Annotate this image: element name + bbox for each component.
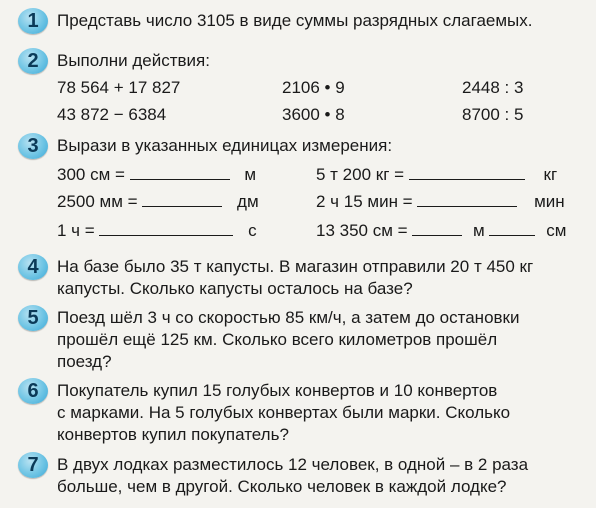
task-line: На базе было 35 т капусты. В магазин отправили 20 т 450 кг	[57, 257, 534, 276]
expression: 2106 • 9	[282, 78, 345, 97]
conversion-unit: м	[244, 165, 257, 184]
conversion-expression: 2 ч 15 мин =	[316, 192, 413, 211]
task-line: В двух лодках разместилось 12 человек, в одной – в 2 раза	[57, 455, 529, 474]
answer-blank[interactable]	[142, 192, 222, 207]
task-number-badge: 2	[18, 48, 48, 74]
task-line: Покупатель купил 15 голубых конвертов и 10 конвертов	[57, 381, 498, 400]
conversion-expression: 300 см =	[57, 165, 125, 184]
conversion-unit: мин	[534, 192, 565, 211]
expression: 43 872 − 6384	[57, 105, 167, 124]
task-line: капусты. Сколько капусты осталось на базе?	[57, 279, 413, 298]
task-line: прошёл ещё 125 км. Сколько всего километров прошёл	[57, 330, 498, 349]
task-text	[57, 256, 577, 300]
conversion-expression: 5 т 200 кг =	[316, 165, 405, 184]
expression: 2448 : 3	[462, 78, 524, 97]
conversion-unit: см	[546, 221, 567, 240]
task-number-badge: 1	[18, 8, 48, 34]
task-number-badge: 6	[18, 378, 48, 404]
answer-blank[interactable]	[412, 221, 462, 236]
answer-blank[interactable]	[409, 165, 525, 180]
conversion-unit: дм	[237, 192, 259, 211]
task-text: Вырази в указанных единицах измерения:	[57, 136, 393, 155]
conversion-item	[57, 165, 256, 185]
answer-blank[interactable]	[417, 192, 517, 207]
conversion-item	[57, 192, 259, 212]
expression: 3600 • 8	[282, 105, 345, 124]
conversion-expression: 1 ч =	[57, 221, 95, 240]
conversion-item	[57, 221, 257, 241]
conversion-expression: 13 350 см =	[316, 221, 408, 240]
conversion-item	[316, 221, 566, 241]
task-line: с марками. На 5 голубых конвертах были марки. Сколько	[57, 403, 511, 422]
task-number-badge: 4	[18, 254, 48, 280]
conversion-unit: кг	[543, 165, 558, 184]
conversion-item	[316, 165, 557, 185]
answer-blank[interactable]	[489, 221, 535, 236]
expression: 78 564 + 17 827	[57, 78, 181, 97]
conversion-unit: м	[473, 221, 485, 240]
task-line: больше, чем в другой. Сколько человек в каждой лодке?	[57, 477, 507, 496]
task-text	[57, 454, 577, 498]
task-number-badge: 5	[18, 305, 48, 331]
task-line: поезд?	[57, 352, 112, 371]
task-text	[57, 307, 577, 373]
task-text: Представь число 3105 в виде суммы разрядных слагаемых.	[57, 11, 533, 30]
conversion-unit: с	[248, 221, 257, 240]
task-line: конвертов купил покупатель?	[57, 425, 289, 444]
task-number-badge: 3	[18, 133, 48, 159]
answer-blank[interactable]	[99, 221, 233, 236]
conversion-item	[316, 192, 565, 212]
task-text	[57, 380, 577, 446]
expression: 8700 : 5	[462, 105, 524, 124]
answer-blank[interactable]	[130, 165, 230, 180]
conversion-expression: 2500 мм =	[57, 192, 138, 211]
task-line: Поезд шёл 3 ч со скоростью 85 км/ч, а затем до остановки	[57, 308, 520, 327]
task-number-badge: 7	[18, 452, 48, 478]
task-text: Выполни действия:	[57, 51, 210, 70]
